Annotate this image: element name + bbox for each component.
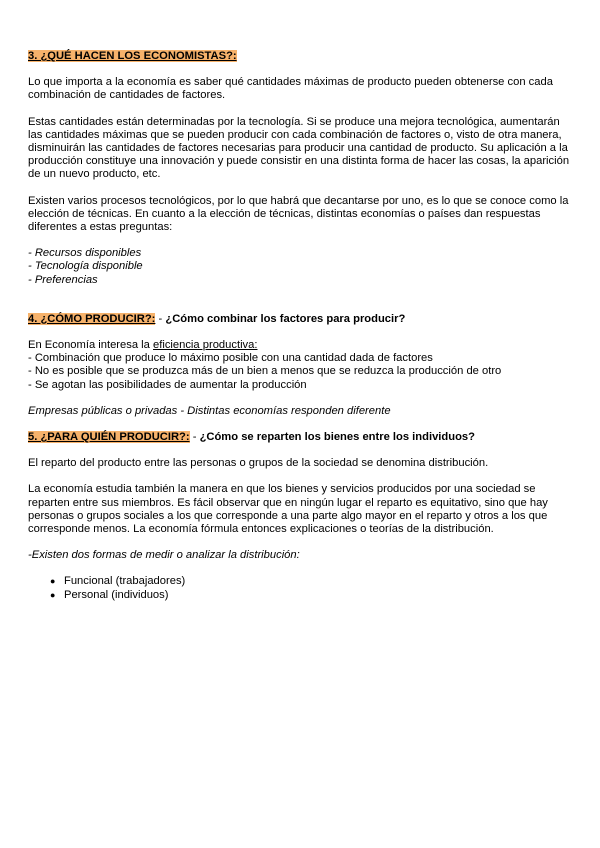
section5-subtitle: ¿Cómo se reparten los bienes entre los individuos? bbox=[199, 431, 475, 444]
section4-intro-underlined: eficiencia productiva: bbox=[153, 339, 258, 352]
list-item: - Preferencias bbox=[28, 273, 98, 286]
section5-bullet-list bbox=[28, 575, 570, 601]
list-item: - No es posible que se produzca más de un bien a menos que se reduzca la producción de otro bbox=[28, 365, 502, 378]
section5-separator: - bbox=[189, 431, 200, 444]
section4-heading-line bbox=[28, 313, 570, 326]
list-item: ● Funcional (trabajadores) bbox=[50, 575, 570, 588]
list-item: ● Personal (individuos) bbox=[50, 589, 570, 602]
section3-list bbox=[28, 247, 570, 287]
list-item: - Recursos disponibles bbox=[28, 247, 142, 260]
section4-subtitle: ¿Cómo combinar los factores para producir? bbox=[165, 312, 406, 325]
list-item: - Se agotan las posibilidades de aumentar la producción bbox=[28, 378, 307, 391]
section5-paragraph-2: La economía estudia también la manera en que los bienes y servicios producidos por una sociedad se reparten entre sus miembros. Es fácil observar que en ningún lugar el reparto es equitativo, sino que hay personas o grupos sociales a los que corresponde a una parte algo mayor en el reparto y otros a los que corresponde menos. La economía fórmula entonces explicaciones o teorías de la distribución. bbox=[28, 483, 548, 536]
section5-heading-line bbox=[28, 431, 570, 444]
section5-paragraph-1: El reparto del producto entre las personas o grupos de la sociedad se denomina distribución. bbox=[28, 457, 489, 470]
section3-paragraph-1: Lo que importa a la economía es saber qué cantidades máximas de producto pueden obtenerse con cada combinación de cantidades de factores. bbox=[28, 76, 553, 102]
section5-heading: 5. ¿PARA QUIÉN PRODUCIR?: bbox=[28, 431, 190, 444]
list-item: - Combinación que produce lo máximo posible con una cantidad dada de factores bbox=[28, 352, 433, 365]
list-item: - Tecnología disponible bbox=[28, 260, 143, 273]
section4-list bbox=[28, 352, 570, 392]
section3-paragraph-2: Estas cantidades están determinadas por la tecnología. Si se produce una mejora tecnológica, aumentarán las cantidades máximas que se pueden producir con cada combinación de factores o, visto de otra manera, disminuirán las cantidades de factores necesarias para producir una cantidad de producto. Su aplicación a la producción constituye una innovación y puede consistir en una distinta forma de hacer las cosas, la aparición de un nuevo producto, etc. bbox=[28, 115, 570, 181]
section3-heading: 3. ¿QUÉ HACEN LOS ECONOMISTAS?: bbox=[28, 50, 237, 62]
section4-heading: 4. ¿CÓMO PRODUCIR?: bbox=[28, 312, 156, 325]
section4-intro-prefix: En Economía interesa la bbox=[28, 339, 153, 352]
section3-heading-line bbox=[28, 50, 570, 63]
section4-intro bbox=[28, 339, 570, 352]
section3-paragraph-3: Existen varios procesos tecnológicos, por lo que habrá que decantarse por uno, es lo que se conoce como la elección de técnicas. En cuanto a la elección de técnicas, distintas economías o países dan respuestas diferentes a estas preguntas: bbox=[28, 194, 569, 234]
section4-note: Empresas públicas o privadas - Distintas economías responden diferente bbox=[28, 404, 391, 417]
section5-paragraph-3: -Existen dos formas de medir o analizar la distribución: bbox=[28, 549, 300, 562]
section4-separator: - bbox=[155, 312, 166, 325]
